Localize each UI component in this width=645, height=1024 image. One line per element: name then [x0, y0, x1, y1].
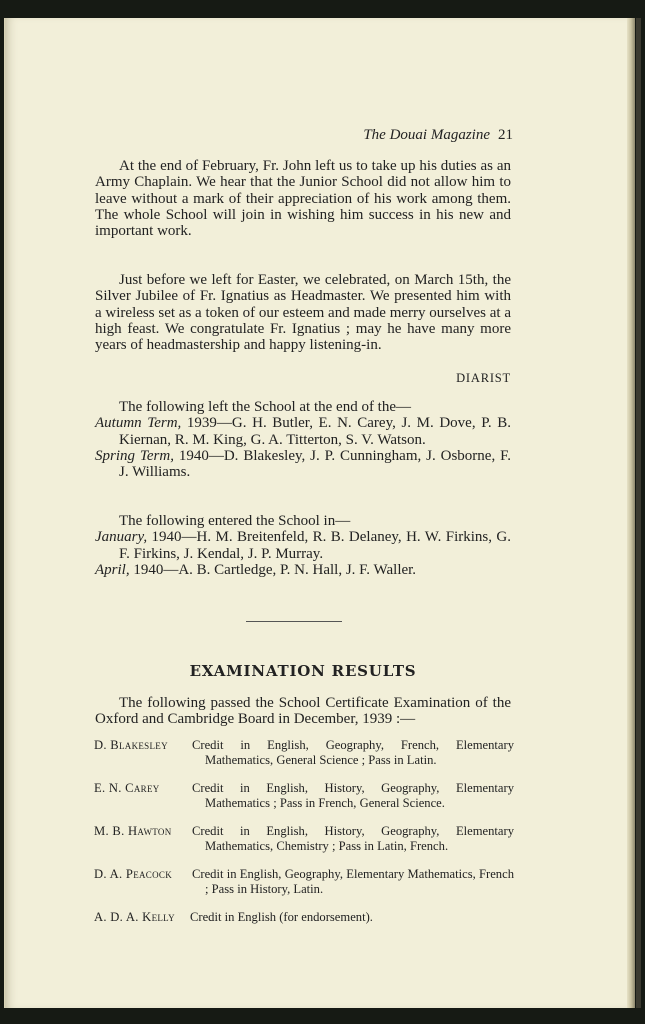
result-detail: Credit in English, Geography, French, Elementary Mathematics, General Science ; Pass in Latin.	[192, 738, 514, 767]
student-name: D. A. Peacock	[94, 867, 172, 881]
paragraph-jubilee: Just before we left for Easter, we celebrated, on March 15th, the Silver Jubilee of Fr. Ignatius as Headmaster. We presented him with a wireless set as a token of our esteem and made merry ourselves at a high feast. We congratulate Fr. Ignatius ; may he have many more years of headmastership and happy listening-in.	[95, 272, 511, 354]
section-heading: EXAMINATION RESULTS	[189, 662, 417, 680]
result-entry	[94, 824, 514, 853]
result-entry	[94, 738, 514, 767]
arrival-entry	[95, 562, 511, 578]
magazine-title: The Douai Magazine	[363, 127, 490, 143]
departures-section	[95, 399, 511, 480]
arrival-entry	[95, 529, 511, 562]
exam-intro: The following passed the School Certificate Examination of the Oxford and Cambridge Board in December, 1939 :—	[95, 695, 511, 728]
page-edge	[627, 18, 635, 1008]
student-name: E. N. Carey	[94, 781, 160, 795]
departures-intro: The following left the School at the end of the—	[119, 399, 412, 415]
student-name: D. Blakesley	[94, 738, 168, 752]
entry-names: 1940—D. Blakesley, J. P. Cunningham, J. Osborne, F. J. Williams.	[119, 447, 511, 481]
term-label: Autumn Term,	[95, 415, 182, 432]
entry-names: 1940—A. B. Cartledge, P. N. Hall, J. F. Waller.	[129, 561, 417, 578]
term-label: January,	[95, 529, 148, 546]
result-entry	[94, 910, 514, 925]
result-detail: Credit in English, History, Geography, Elementary Mathematics, Chemistry ; Pass in Latin, French.	[192, 824, 514, 853]
result-detail: Credit in English (for endorsement).	[190, 910, 373, 924]
result-entry	[94, 867, 514, 896]
book-cover-edge	[636, 18, 641, 1008]
term-label: April,	[95, 561, 130, 578]
term-label: Spring Term,	[95, 447, 174, 464]
student-name: A. D. A. Kelly	[94, 910, 175, 924]
paragraph-chaplain: At the end of February, Fr. John left us to take up his duties as an Army Chaplain. We hear that the Junior School did not allow him to leave without a mark of their appreciation of his work among them. The whole School will join in wishing him success in his new and important work.	[95, 158, 511, 240]
arrivals-intro: The following entered the School in—	[119, 513, 351, 529]
departure-entry	[95, 415, 511, 448]
entry-names: 1940—H. M. Breitenfeld, R. B. Delaney, H. W. Firkins, G. F. Firkins, J. Kendal, J. P. Murray.	[119, 529, 511, 562]
departure-entry	[95, 448, 511, 481]
result-detail: Credit in English, History, Geography, Elementary Mathematics ; Pass in French, General Science.	[192, 781, 514, 810]
student-name: M. B. Hawton	[94, 824, 172, 838]
section-divider	[246, 621, 342, 622]
result-detail: Credit in English, Geography, Elementary Mathematics, French ; Pass in History, Latin.	[192, 867, 514, 896]
entry-names: 1939—G. H. Butler, E. N. Carey, J. M. Dove, P. B. Kiernan, R. M. King, G. A. Titterton, S. V. Watson.	[119, 415, 511, 448]
diarist-signature: DIARIST	[456, 371, 511, 385]
exam-results-list	[94, 738, 514, 939]
result-entry	[94, 781, 514, 810]
page-number: 21	[498, 127, 513, 143]
running-header	[363, 127, 513, 144]
arrivals-section	[95, 513, 511, 578]
